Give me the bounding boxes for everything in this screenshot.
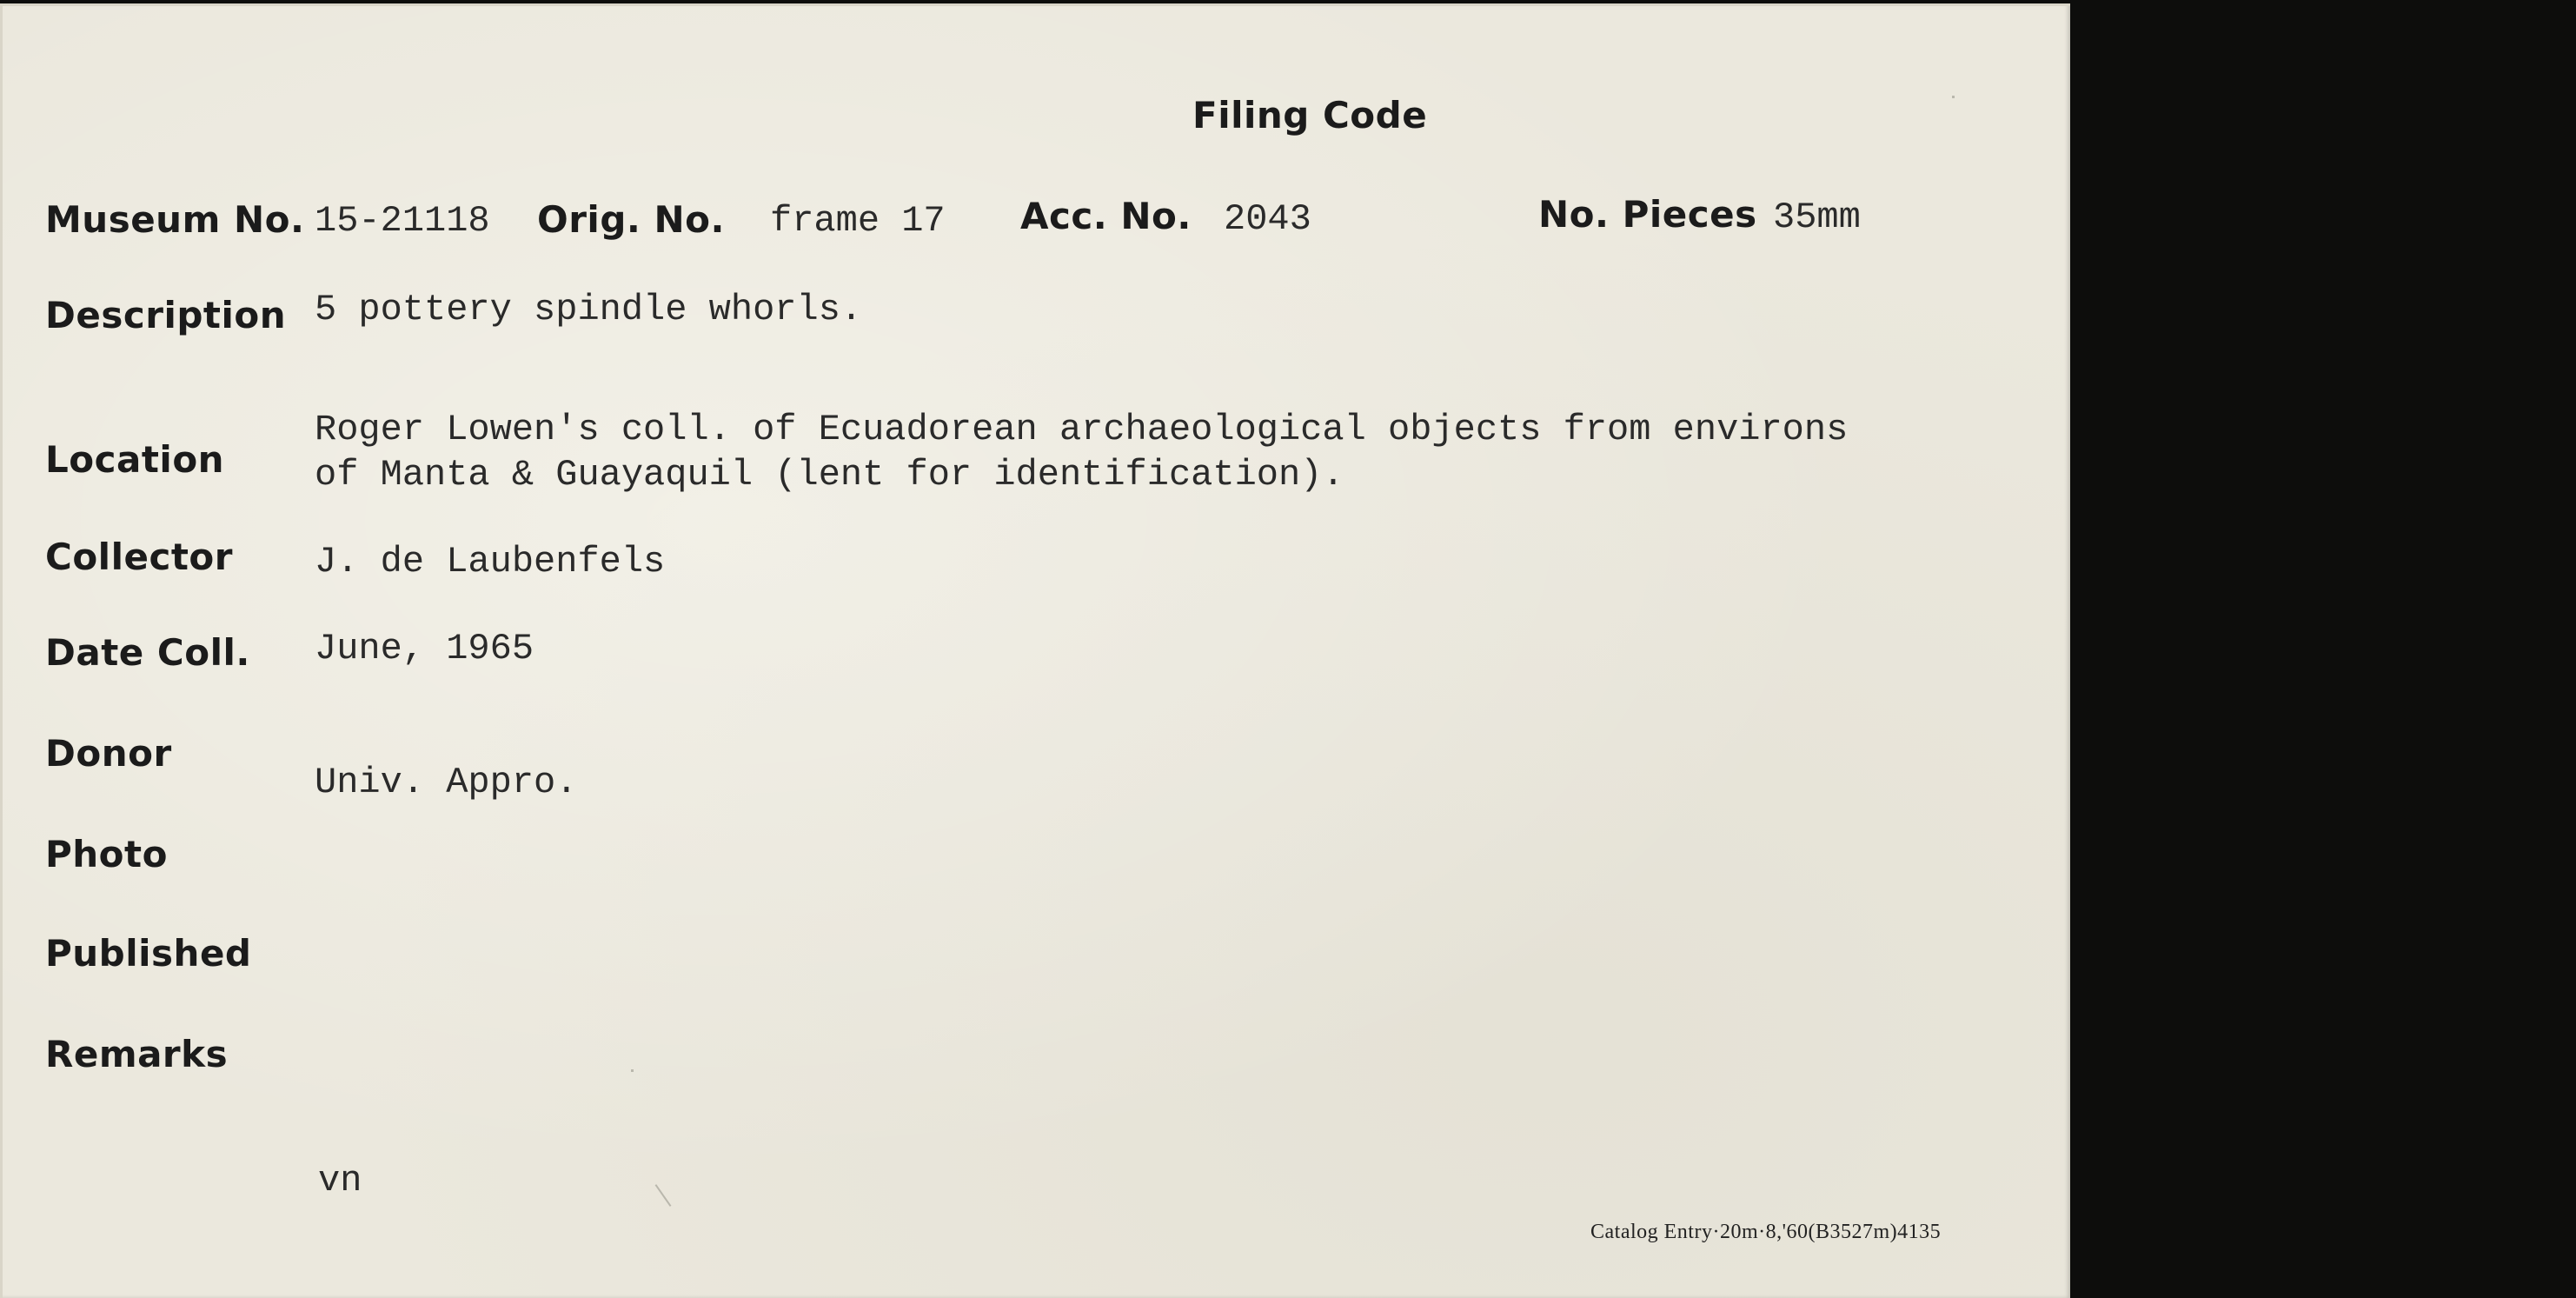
cataloger-initials: vn [318,1160,362,1201]
acc-no-value: 2043 [1224,198,1311,240]
museum-no-value: 15-21118 [315,200,490,242]
orig-no-value: frame 17 [770,200,946,242]
date-coll-label: Date Coll. [45,631,250,674]
acc-no-label: Acc. No. [1020,195,1192,237]
description-value: 5 pottery spindle whorls. [315,289,863,330]
paper-speck [655,1184,672,1207]
card-print-footer: Catalog Entry·20m·8,'60(B3527m)4135 [1590,1221,1942,1243]
paper-speck [1952,96,1955,98]
no-pieces-label: No. Pieces [1538,193,1757,236]
paper-speck [631,1069,634,1072]
collector-label: Collector [45,536,233,578]
photo-label: Photo [45,833,168,875]
filing-code-label: Filing Code [1192,94,1428,136]
no-pieces-value: 35mm [1773,196,1861,238]
location-value-line1: Roger Lowen's coll. of Ecuadorean archaeological objects from environs [315,409,1849,450]
orig-no-label: Orig. No. [537,198,725,241]
location-value-line2: of Manta & Guayaquil (lent for identification). [315,454,1344,496]
description-label: Description [45,294,287,336]
museum-no-label: Museum No. [45,198,305,241]
date-coll-value: June, 1965 [315,628,534,669]
catalog-card [0,3,2070,1298]
published-label: Published [45,932,252,975]
donor-label: Donor [45,732,172,775]
collector-value: J. de Laubenfels [315,541,666,582]
remarks-label: Remarks [45,1033,229,1075]
location-label: Location [45,438,225,481]
donor-value: Univ. Appro. [315,762,578,803]
